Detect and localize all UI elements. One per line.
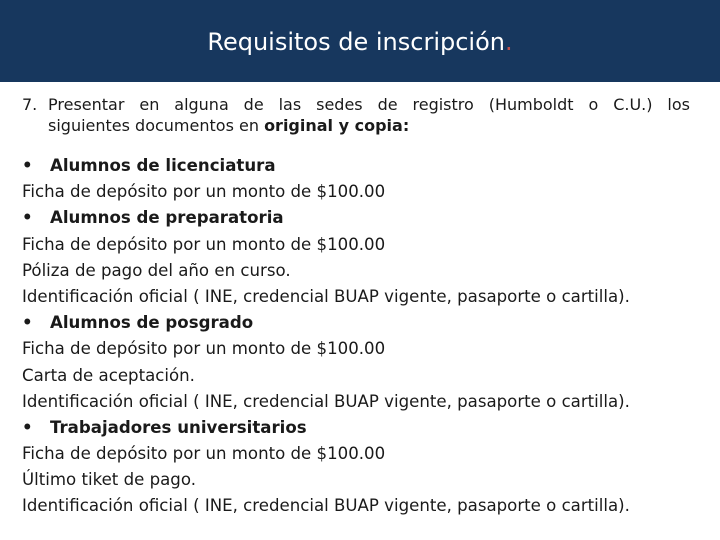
document-item: Último tiket de pago.: [22, 470, 196, 490]
document-item: Ficha de depósito por un monto de $100.00: [22, 182, 386, 202]
group-heading: [22, 310, 690, 336]
document-item: Identificación oficial ( INE, credencial BUAP vigente, pasaporte o cartilla).: [22, 286, 630, 306]
bullet-icon: •: [22, 417, 33, 437]
requirement-text: [48, 94, 690, 136]
group-heading: [22, 415, 690, 441]
requirement-text-emphasis: original y copia:: [264, 116, 410, 135]
group-heading: [22, 205, 690, 231]
group-heading: [22, 153, 690, 179]
group-heading-label: Alumnos de posgrado: [50, 313, 254, 333]
page-title: [207, 28, 512, 56]
requirements-content: [22, 94, 690, 520]
document-item: Carta de aceptación.: [22, 365, 195, 385]
group-heading-label: Alumnos de licenciatura: [50, 156, 276, 175]
bullet-icon: •: [22, 313, 33, 333]
bullet-icon: •: [22, 156, 33, 175]
document-item: Identificación oficial ( INE, credencial BUAP vigente, pasaporte o cartilla).: [22, 496, 630, 516]
requirement-text-line2: siguientes documentos en: [48, 116, 265, 135]
document-item: Ficha de depósito por un monto de $100.00: [22, 234, 386, 254]
group-heading-label: Alumnos de preparatoria: [50, 208, 284, 228]
requirement-text-line1: Presentar en alguna de las sedes de registro (Humboldt o C.U.) los: [48, 95, 690, 114]
document-groups: [22, 153, 690, 520]
document-item: Ficha de depósito por un monto de $100.00: [22, 339, 386, 359]
requirement-item-7: [22, 94, 690, 136]
document-item: Identificación oficial ( INE, credencial BUAP vigente, pasaporte o cartilla).: [22, 391, 630, 411]
title-bar: [0, 0, 720, 82]
page-title-text: Requisitos de inscripción: [207, 28, 505, 56]
document-item: Ficha de depósito por un monto de $100.00: [22, 444, 386, 464]
group-heading-label: Trabajadores universitarios: [50, 417, 307, 437]
document-item: Póliza de pago del año en curso.: [22, 260, 291, 280]
title-dot: .: [504, 28, 513, 56]
bullet-icon: •: [22, 208, 33, 228]
requirement-number: 7.: [22, 95, 38, 114]
